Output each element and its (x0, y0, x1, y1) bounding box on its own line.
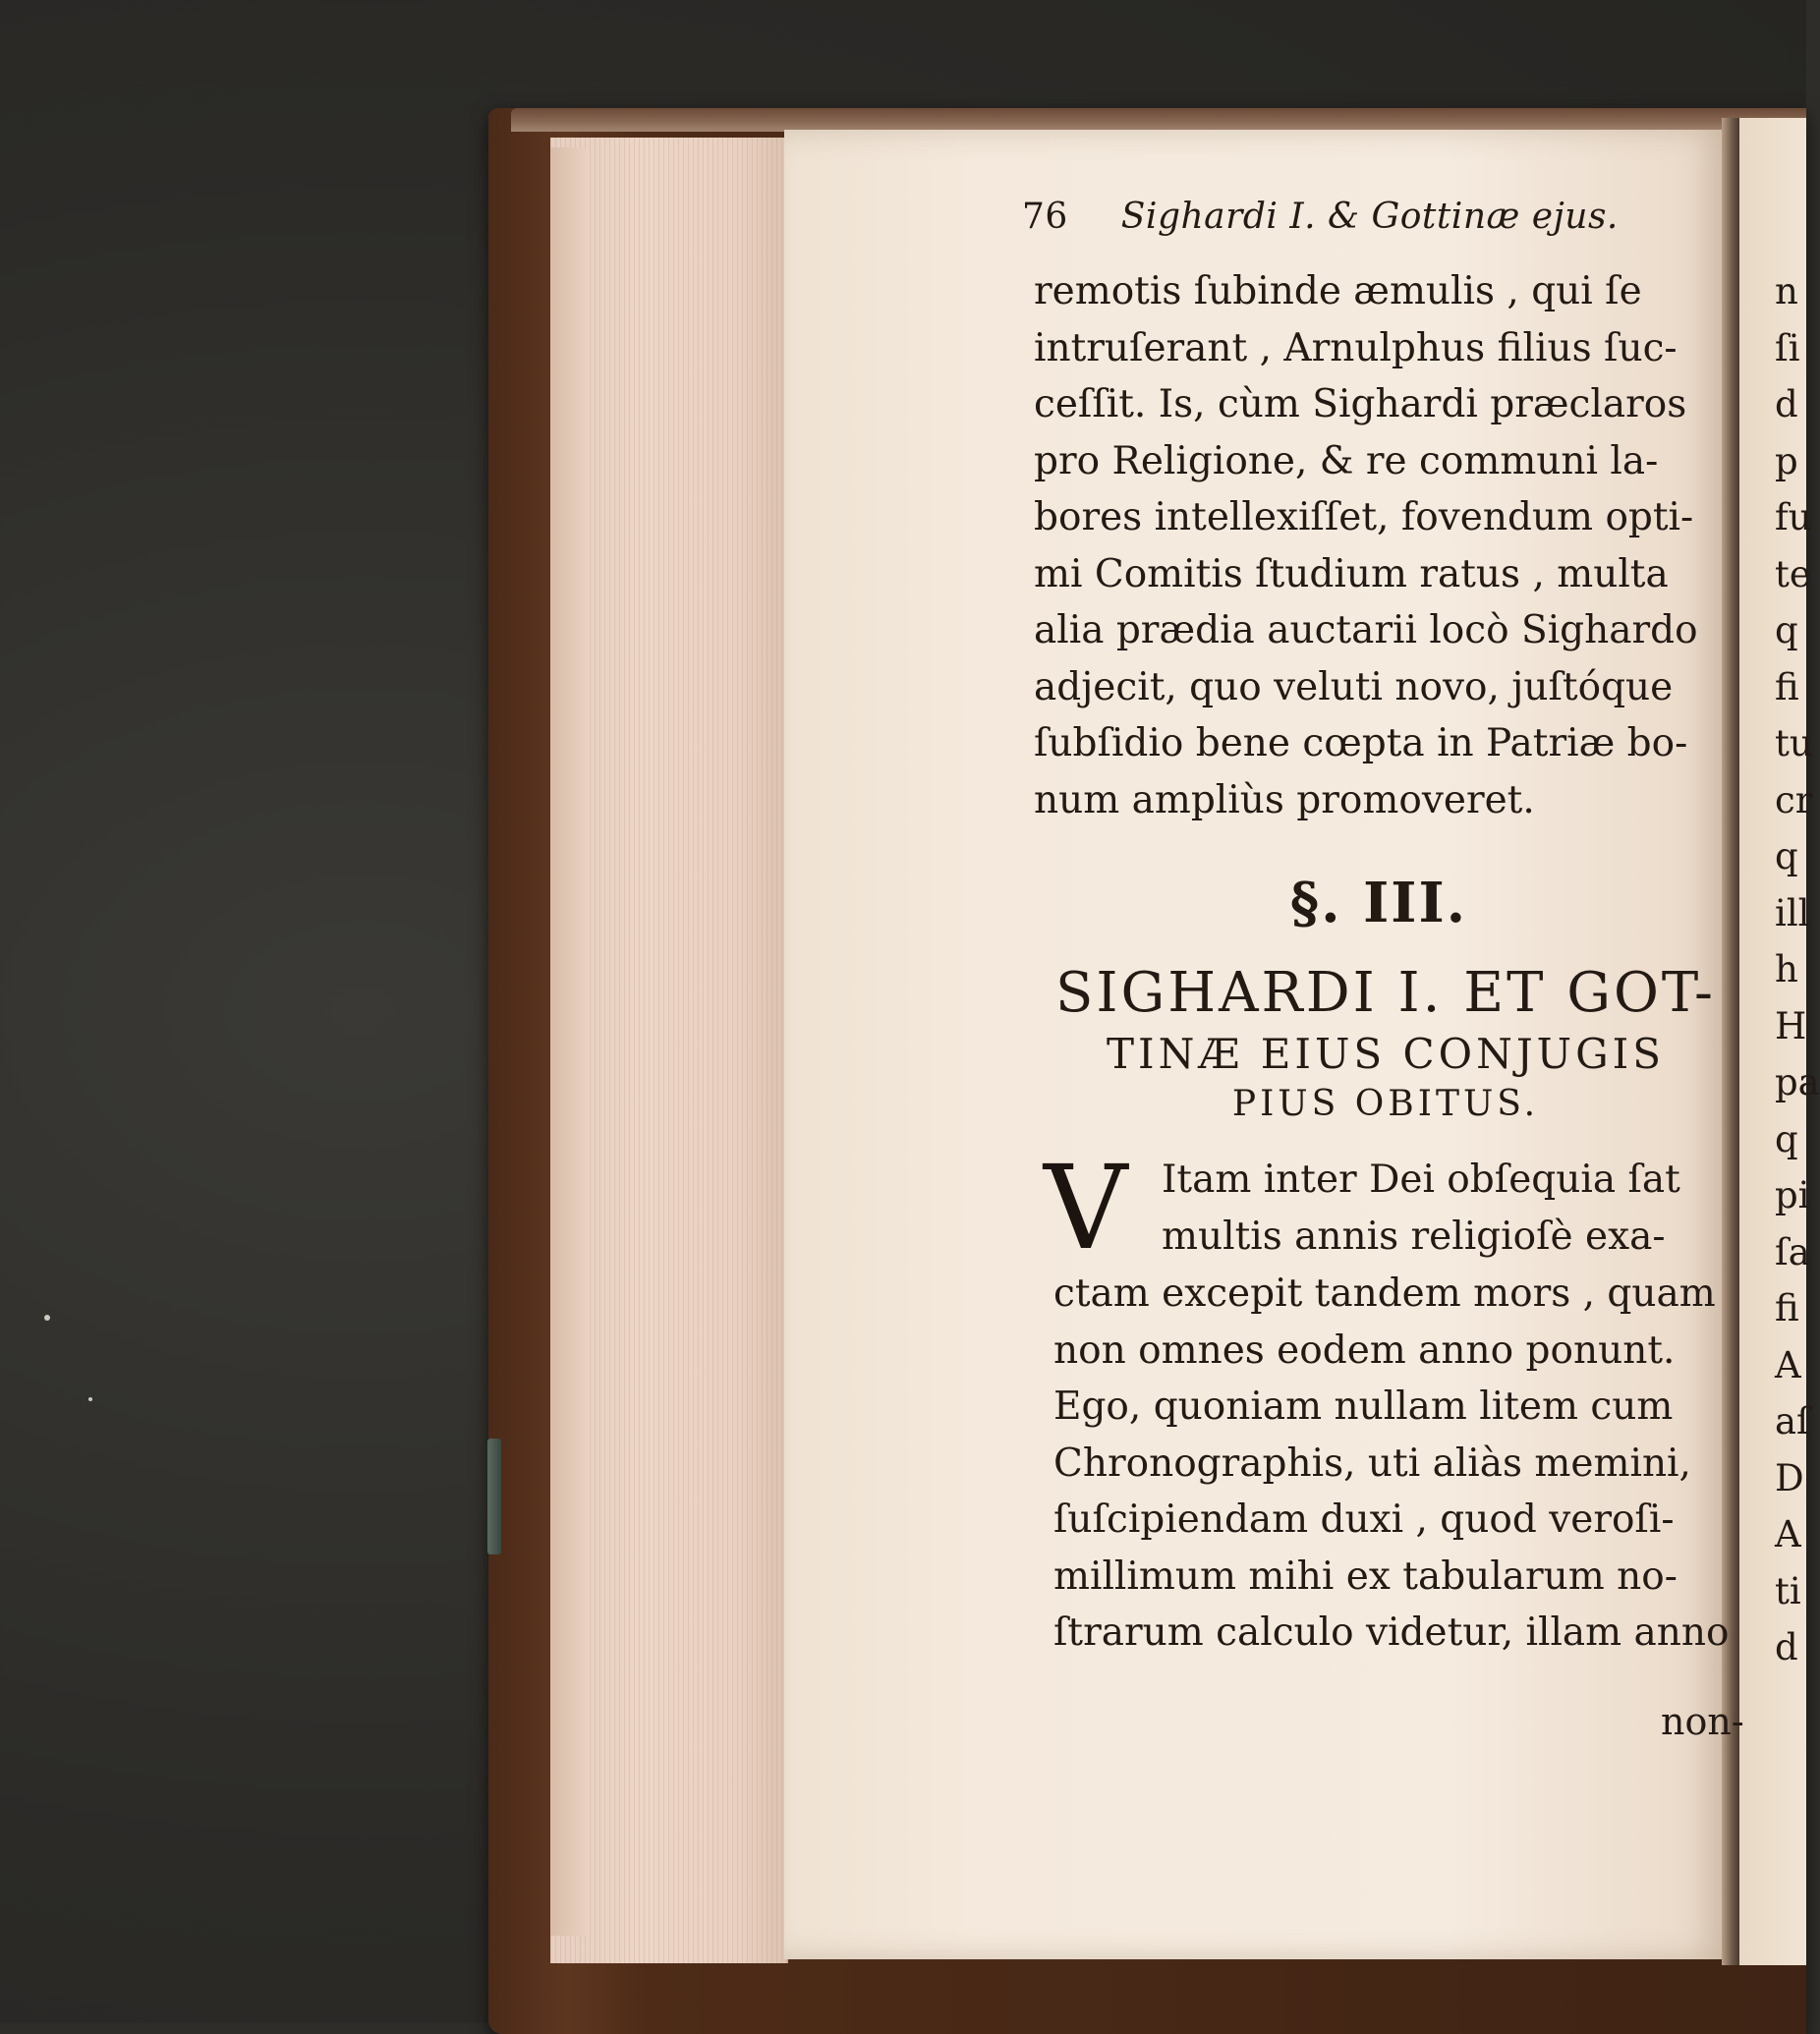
text-line: pro Religione, & re communi la- (1034, 438, 1659, 483)
text-fragment: q (1775, 609, 1798, 651)
text-line: num ampliùs promoveret. (1034, 777, 1535, 822)
text-fragment: ſi (1775, 326, 1800, 369)
text-fragment: D (1775, 1456, 1804, 1499)
text-line: ſubſidio bene cœpta in Patriæ bo- (1034, 721, 1688, 765)
text-fragment: aſ (1775, 1400, 1810, 1442)
text-fragment: te (1775, 552, 1811, 595)
text-fragment: cr (1775, 778, 1813, 821)
text-fragment: ti (1775, 1569, 1801, 1612)
page-number: 76 (1022, 197, 1068, 237)
text-line: non omnes eodem anno ponunt. (1053, 1328, 1676, 1373)
text-fragment: tu (1775, 722, 1813, 764)
metal-clasp (487, 1439, 501, 1554)
text-fragment: fu (1775, 496, 1812, 538)
paragraph-2-indented (1162, 1152, 1732, 1265)
text-fragment: ill (1775, 891, 1810, 934)
heading-line-2: TINÆ EIUS CONJUGIS (1107, 1030, 1665, 1078)
text-line: ſuſcipiendam duxi , quod veroſi- (1053, 1497, 1675, 1542)
text-line: Chronographis, uti aliàs memini, (1053, 1441, 1691, 1486)
text-line: intruſerant , Arnulphus filius ſuc- (1034, 325, 1678, 370)
text-fragment: fi (1775, 1287, 1799, 1329)
text-line: bores intellexiſſet, fovendum opti- (1034, 495, 1694, 539)
text-line: adjecit, quo veluti novo, juſtóque (1034, 664, 1674, 709)
text-line: mi Comitis ſtudium ratus , multa (1034, 551, 1669, 596)
text-fragment: n (1775, 270, 1798, 312)
dust-speck (44, 1315, 50, 1321)
text-fragment: ſa (1775, 1230, 1810, 1273)
text-line: ceſſit. Is, cùm Sighardi præclaros (1034, 382, 1687, 426)
text-fragment: fi (1775, 665, 1799, 708)
dust-speck (88, 1397, 92, 1401)
section-number: §. III. (1289, 871, 1468, 935)
text-line: remotis ſubinde æmulis , qui ſe (1034, 269, 1642, 313)
text-fragment: p (1775, 439, 1798, 482)
text-fragment: H (1775, 1004, 1807, 1047)
paragraph-2 (1053, 1266, 1732, 1662)
section-heading (1042, 959, 1730, 1128)
text-fragment: A (1775, 1513, 1801, 1555)
running-title: Sighardi I. & Gottinæ ejus. (1120, 197, 1619, 237)
running-head (1022, 197, 1619, 237)
text-fragment: h (1775, 948, 1798, 990)
heading-line-3: PIUS OBITUS. (1231, 1084, 1540, 1124)
text-line: alia prædia auctarii locò Sighardo (1034, 608, 1698, 652)
text-line: ctam excepit tandem mors , quam (1053, 1271, 1716, 1316)
text-fragment: pi (1775, 1174, 1810, 1216)
text-fragment: d (1775, 383, 1798, 425)
text-fragment: pa (1775, 1061, 1820, 1103)
text-fragment: q (1775, 1117, 1798, 1160)
heading-line-1: SIGHARDI I. ET GOT- (1055, 961, 1716, 1025)
paragraph-1 (1034, 263, 1724, 828)
drop-capital: V (1044, 1140, 1128, 1275)
page-edge-shadow (550, 147, 590, 1936)
text-fragment: d (1775, 1626, 1798, 1668)
text-fragment: A (1775, 1343, 1801, 1386)
right-page-text-fragments (1775, 263, 1820, 1676)
text-line: multis annis religioſè exa- (1162, 1214, 1666, 1259)
text-line: Itam inter Dei obſequia ſat (1162, 1158, 1680, 1202)
text-fragment: q (1775, 835, 1798, 877)
text-line: ſtrarum calculo videtur, illam anno (1053, 1610, 1730, 1655)
text-line: Ego, quoniam nullam litem cum (1053, 1384, 1674, 1429)
text-line: millimum mihi ex tabularum no- (1053, 1554, 1678, 1599)
catchword: non- (1661, 1700, 1744, 1743)
cover-top-edge (511, 108, 1806, 132)
